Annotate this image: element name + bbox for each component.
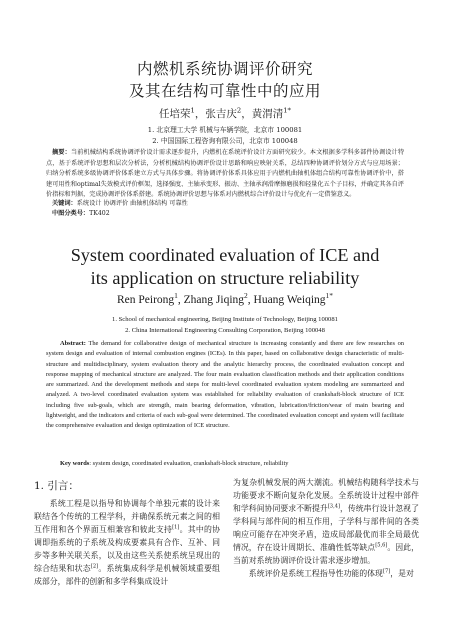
chinese-authors [0,107,450,121]
author-cn-3: 黄渭清 [251,108,284,120]
chinese-title-line1: 内燃机系统协调评价研究 [136,60,313,78]
chinese-title-line2: 及其在结构可靠性中的应用 [128,82,321,100]
chinese-keywords [52,199,404,210]
body-right-column [233,476,419,580]
keywords-cn-text: 系统设计 协调评价 曲轴机体结构 可靠性 [76,200,188,207]
keywords-en-label: Key words [60,460,90,467]
english-title-line1: System coordinated evaluation of ICE and [70,245,380,265]
abstract-en-label: Abstract: [60,340,86,347]
clc-cn-text: TK402 [89,210,110,217]
section-1-paragraph-1 [34,497,220,588]
citation-ref: [3,4] [327,503,340,510]
chinese-affiliations [0,125,450,146]
author-en-2: Zhang Jiqing [183,294,245,306]
section-1-text-h: ，是对 [390,569,414,578]
author-cn-3-affil: 1* [283,106,291,115]
author-en-3-affil: 1* [325,291,333,301]
author-separator: ， [194,108,206,120]
chinese-abstract [46,148,404,201]
affiliation-en-1: 1. School of mechanical engineering, Beijing Institute of Technology, Beijing 100081 [112,316,338,323]
chinese-title [0,58,450,102]
affiliation-cn-1: 1. 北京理工大学 机械与车辆学院，北京市 100081 [147,126,303,134]
author-separator: , [247,294,254,306]
author-en-1-affil: 1 [174,291,178,301]
citation-ref: [1] [172,524,180,531]
section-1-text-g: 系统评价是系统工程指导性功能的体现 [248,569,383,578]
author-cn-2: 张吉庆 [205,108,237,120]
english-authors [0,293,450,307]
section-1-heading: 1. 引言： [34,480,79,492]
abstract-en-text: The demand for collaborative design of mechanical structure is increasing constantly and there are few researches on system design and evaluation of internal combustion engines (ICEs). In this paper, based on collaborative design characteristic of multi-structure and multidisciplinary, system evaluation theory and the analytic hierarchy process, the coordinated evaluation concept and response mapping of mechanical structure are analyzed. The four main evaluation classification methods and their application conditions are summarized. And the development methods and steps for multi-level coordinated evaluation system modeling are summarized and analyzed. A two-level coordinated evaluation system was established for reliability evaluation of crankshaft-block structure of ICE including five sub-goals, which are strength, main bearing deformation, vibration, lubrication/friction/wear of main bearing and lightweight, and the indicators and criteria of each sub-goal were determined. The coordinated evaluation concept and system will facilitate the comprehensive evaluation and design optimization of ICE structure. [46,340,405,430]
section-1-text-d: 为复杂机械发展的两大潮流。机械结构随科学技术与功能要求不断向复杂化发展。全系统设计过程中部件和学科间协同要求不断提升 [233,478,419,513]
author-en-1: Ren Peirong [116,294,175,306]
chinese-clc [52,209,404,220]
keywords-cn-label: 关键词： [52,200,77,207]
section-1-text-b: 。其中的协调即指系统的子系统及构成要素具有合作、互补、同步等多种关联关系，以及由这些关系使系统呈现出的综合结果和状态 [34,525,220,573]
section-1-paragraph-2 [233,476,419,567]
abstract-cn-label: 摘要： [52,149,71,156]
section-1-paragraph-3 [233,567,419,580]
citation-ref: [2] [90,563,99,570]
author-cn-1-affil: 1 [190,106,195,115]
english-keywords [60,459,404,469]
section-1-text-a: 系统工程是以指导和协调每个单独元素的设计来联结各个传统的工程学科，并确保系统元素之间的相互作用和各个界面互相兼容和彼此支持 [34,499,220,534]
citation-ref: [5,6] [375,542,388,549]
author-separator: ， [241,108,252,120]
body-left-column [34,473,220,588]
section-1-text-c: 。系统集成科学是机械领域重要组成部分，部件的创新和多学科集成设计 [34,564,220,586]
author-en-2-affil: 2 [244,291,248,301]
english-abstract [46,339,404,432]
english-title-line2: its application on structure reliability [90,268,360,288]
english-title [0,244,450,290]
author-separator: , [177,294,184,306]
english-affiliations [0,315,450,336]
author-cn-1: 任培荣 [159,108,191,120]
keywords-en-text: : system design, coordinated evaluation, crankshaft-block structure, reliability [89,460,289,467]
clc-cn-label: 中图分类号： [52,210,90,217]
section-1-text-f: 。因此，当前对系统协调评价设计需求逐步增加。 [233,543,419,565]
citation-ref: [7] [382,568,391,575]
affiliation-en-2: 2. China International Engineering Consulting Corporation, Beijing 100048 [125,326,325,334]
section-1-text-e: ，传统串行设计忽视了学科间与部件间的相互作用，子学科与部件间的各类响应可能存在冲突矛盾，造成局部最优而非全局最优情况，存在设计周期长、准确性低等缺点 [233,504,419,552]
abstract-cn-text: 当前机械结构系统协调评价设计需求逐步提升，内燃机在系统评价设计方面研究较少。本文根据多学科多部件协调设计特点，基于系统评价思想和层次分析法，分析机械结构协调评价设计思路和响应映射关系，总结四种协调评价划分方式与应用场景；归纳分析系统多级协调评价体系建立方式与具体步骤。将协调评价体系具体应用于内燃机曲轴机体组合结构可靠性协调评价中，搭建可用性和optimal失效模式评价框架，选择强度、主轴承变形、振动、主轴承润滑摩擦磨损和轻量化五个子目标，并确定其各自评价指标和判据，完成协调评价体系搭建。系统协调评价思想与体系对内燃机综合评价设计与优化有一定借鉴意义。 [46,149,405,199]
author-en-3: Huang Weiqing [253,294,326,306]
affiliation-cn-2: 2. 中国国际工程咨询有限公司，北京市 100048 [152,136,298,145]
author-cn-2-affil: 2 [236,106,242,115]
